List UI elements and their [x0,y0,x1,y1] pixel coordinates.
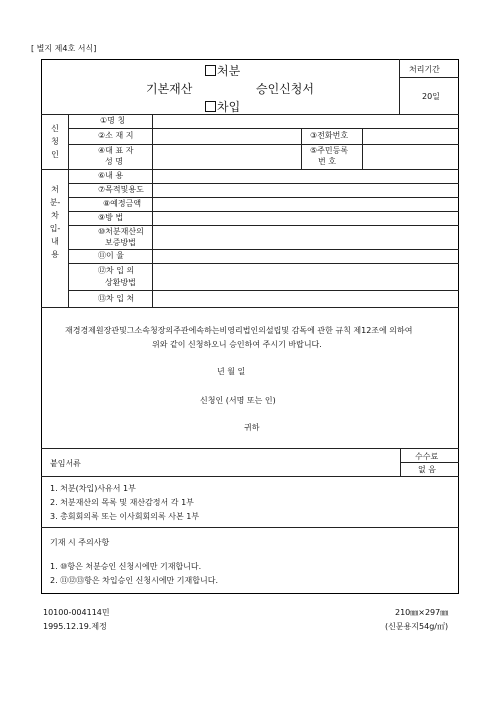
enactment-date: 1995.12.19.제정 [43,622,107,631]
option-borrow[interactable]: 차입 [205,101,240,113]
divider [41,476,400,477]
divider [399,59,400,114]
form-number-label: [ 별지 제4호 서식] [31,44,97,53]
attachment-item: 3. 총회회의록 또는 이사회회의록 사본 1부 [50,512,200,521]
guarantee-field[interactable] [153,226,458,249]
paper-size: 210㎜×297㎜ [395,608,449,617]
content-field[interactable] [153,170,458,183]
interest-rate-field[interactable] [153,250,458,263]
checkbox-icon[interactable] [205,101,216,112]
interest-rate-label: ⑪이 율 [98,251,124,260]
address-label: ②소 재 지 [98,131,134,140]
form-code: 10100-004114민 [43,608,110,617]
divider [41,307,459,308]
fee-header: 수수료 [415,452,439,461]
phone-label: ③전화번호 [310,131,349,140]
paper-type: (신문용지54g/㎡) [385,622,449,631]
representative-label-1: ④대 표 자 [98,146,134,155]
attachments-title: 붙임서류 [50,459,81,468]
resident-number-label-2: 번 호 [318,157,336,166]
resident-number-label-1: ⑤주민등록 [310,146,349,155]
details-group-label: 처분-차입-내용 [49,185,61,259]
method-label: ⑨방 법 [98,213,124,222]
address-field[interactable] [153,129,300,144]
option-dispose[interactable]: 처분 [205,65,240,77]
divider [400,462,459,463]
attachment-item: 1. 처분(차입)사유서 1부 [50,484,136,493]
name-field[interactable] [153,115,458,128]
divider [399,77,459,78]
divider [41,448,459,449]
checkbox-icon[interactable] [205,65,216,76]
representative-label-2: 성 명 [105,157,123,166]
notes-title: 기재 시 주의사항 [50,538,110,547]
note-item: 1. ⑩항은 처분승인 신청시에만 기재합니다. [50,562,202,571]
repayment-label-2: 상환방법 [105,278,136,287]
fee-value: 없 음 [418,465,436,474]
repayment-label-1: ⑫차 입 의 [98,266,135,275]
declaration-line-2: 위와 같이 신청하오니 승인하여 주시기 바랍니다. [152,340,322,349]
representative-field[interactable] [153,145,300,169]
declaration-line-1: 재경경제원장관및그소속청장의주관에속하는비영리법인의설립및 감독에 관한 규칙 제12조에 의하여 [65,326,413,335]
guarantee-label-1: ⑩처분재산의 [98,227,144,236]
purpose-label: ⑦목적및용도 [98,185,144,194]
lender-label: ⑬차 입 처 [98,294,135,303]
lender-field[interactable] [153,291,458,307]
method-field[interactable] [153,212,458,225]
processing-period-header: 처리기간 [409,65,440,74]
declaration-applicant: 신청인 (서명 또는 인) [200,396,276,405]
purpose-field[interactable] [153,184,458,197]
planned-amount-label: ⑧예정금액 [103,199,142,208]
declaration-date: 년 월 일 [217,367,246,376]
attachment-item: 2. 처분재산의 목록 및 재산감정서 각 1부 [50,498,194,507]
divider [400,476,459,477]
content-label: ⑥내 용 [98,171,124,180]
note-item: 2. ⑪⑫⑬항은 차입승인 신청시에만 기재합니다. [50,576,218,585]
processing-period-value: 20일 [422,92,440,101]
resident-number-field[interactable] [363,145,458,169]
title-main-left: 기본재산 [146,82,193,96]
planned-amount-field[interactable] [153,198,458,211]
title-main-right: 승인신청서 [256,82,314,96]
phone-field[interactable] [363,129,458,144]
name-label: ①명 칭 [100,116,126,125]
repayment-field[interactable] [153,264,458,290]
declaration-addressee: 귀하 [244,423,260,432]
divider [301,128,302,169]
divider [41,527,459,528]
guarantee-label-2: 보증방법 [105,238,136,247]
applicant-group-label: 신청인 [51,124,59,159]
